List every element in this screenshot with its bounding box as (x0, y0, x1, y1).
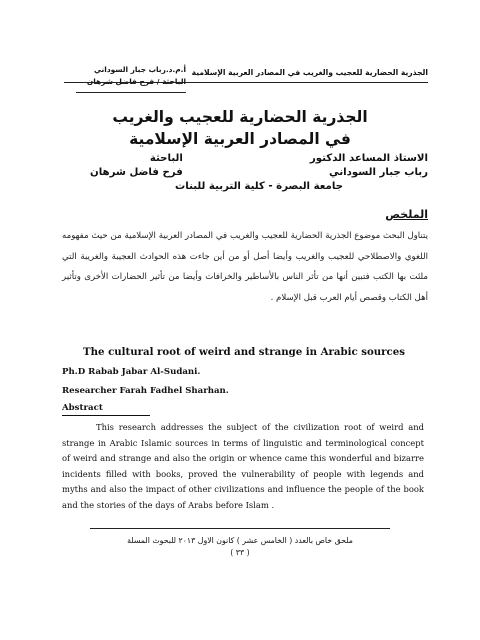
english-abstract-body: This research addresses the subject of the civilization root of weird and strange in Arabic Islamic sources in terms of linguistic and terminological concept of weird and strange and also the origin or whence came this wonderful and bizarre incidents filled with books, proved the vulnerability of people with legends and myths and also the impact of other civilizations and influence the people of the book and the stories of the days of Arabs before Islam . (62, 422, 424, 510)
running-header-author-2: الباحثة / فرح فاضل شرهان (86, 77, 186, 86)
arabic-abstract-heading: الملخص (385, 208, 428, 221)
researcher-name: فرح فاضل شرهان (90, 167, 183, 178)
researcher-label: الباحثة (149, 153, 183, 164)
header-authors-divider (76, 92, 186, 93)
arabic-title-line-1: الجذرية الحضارية للعجيب والغريب (112, 108, 368, 126)
running-header-author-1: أ.م.د.رباب جبار السوداني (94, 65, 186, 74)
footer-journal-note: ملحق خاص بالعدد ( الخامس عشر ) كانون الاول ٢٠١٣ للبحوث المسلة (127, 536, 353, 545)
professor-label: الاستاذ المساعد الدكتور (309, 153, 428, 164)
running-header-authors (76, 64, 186, 88)
arabic-authors-block (90, 152, 428, 196)
arabic-title-line-2: في المصادر العربية الإسلامية (129, 130, 351, 148)
researcher-column (90, 152, 183, 180)
arabic-abstract-body: يتناول البحث موضوع الجذرية الحضارية للعجيب والغريب في المصادر العربية الإسلامية من حيث مفهومه اللغوي والاصطلاحي للعجيب والغريب وأيضا أصل أو من أين جاءت هذه الحوادث العجيبة والغريبة التي ملئت بها الكتب فتبين أنها من تأثر الناس بالأساطير والخرافات وأيضا من تأثير الحضارات الأخرى وتأثير أهل الكتاب وقصص أيام العرب قبل الإسلام . (62, 231, 428, 303)
english-title: The cultural root of weird and strange in Arabic sources (83, 346, 405, 358)
running-header-title: الجذرية الحضارية للعجيب والغريب في المصادر العربية الإسلامية (191, 68, 428, 77)
abstract-heading-underline (62, 415, 150, 416)
professor-name: رباب جبار السوداني (329, 167, 428, 178)
english-abstract-heading: Abstract (62, 403, 103, 413)
affiliation: جامعة البصرة - كلية التربية للبنات (175, 181, 343, 192)
english-researcher: Researcher Farah Fadhel Sharhan. (62, 386, 229, 396)
footer-divider (90, 528, 390, 529)
page-number: ( ٣٣ ) (230, 548, 250, 557)
english-author: Ph.D Rabab Jabar Al-Sudani. (62, 367, 201, 377)
arabic-title (60, 106, 420, 150)
professor-column (310, 152, 428, 180)
header-divider (64, 82, 428, 83)
